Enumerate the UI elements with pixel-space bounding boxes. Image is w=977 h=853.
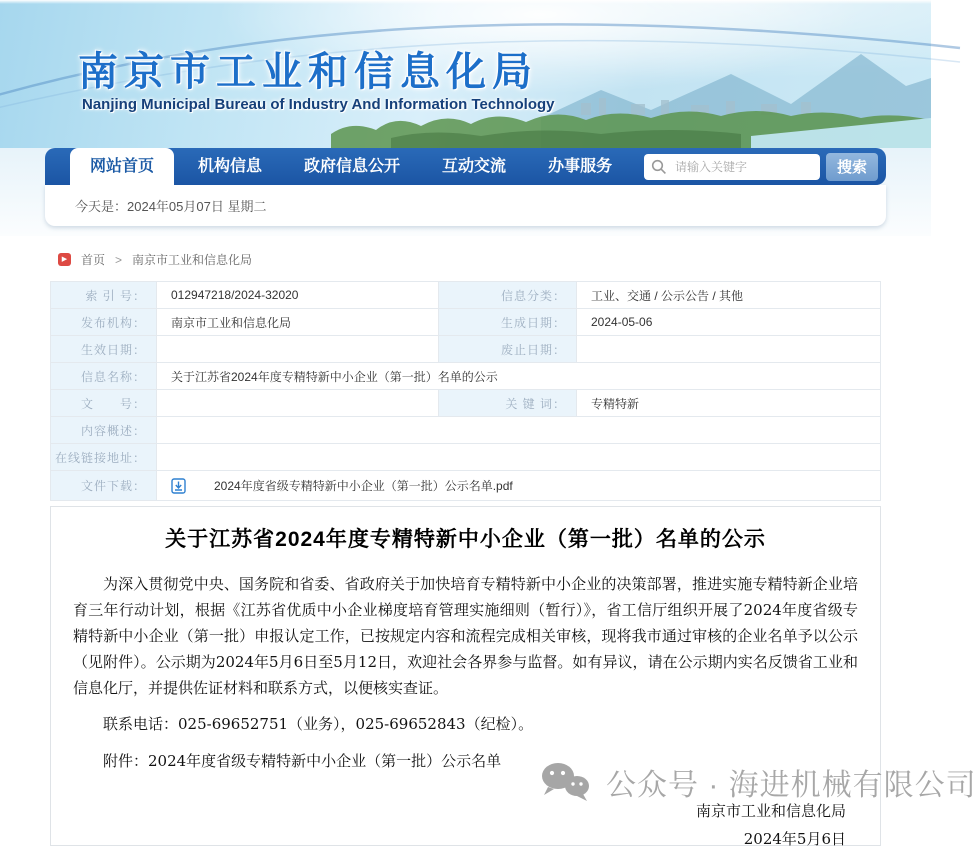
meta-row-effective [51,336,881,363]
doc-number-value [157,390,439,417]
search-area [644,148,886,185]
meta-row-index [51,282,881,309]
info-name-value: 关于江苏省2024年度专精特新中小企业（第一批）名单的公示 [157,363,881,390]
signature-org: 南京市工业和信息化局 [695,802,846,820]
search-button[interactable]: 搜索 [826,153,878,181]
document-meta-table [50,281,881,501]
site-title: 南京市工业和信息化局 [78,50,538,94]
tab-interaction[interactable]: 互动交流 [442,158,507,175]
tab-gov-info-disclosure[interactable]: 政府信息公开 [304,158,401,175]
tab-home[interactable]: 网站首页 [70,148,174,185]
article-paragraph: 为深入贯彻党中央、国务院和省委、省政府关于加快培育专精特新中小企业的决策部署，推进实施专精特新企业培育三年行动计划，根据《江苏省优质中小企业梯度培育管理实施细则（暂行）》，省工信厅组织开展了2024年度省级专精特新中小企业（第一批）申报认定工作，已按规定内容和流程完成相关审核，现将我市通过审核的企业名单予以公示（见附件）。公示期为2024年5月6日至5月12日，欢迎社会各界参与监督。如有异议，请在公示期内实名反馈省工业和信息化厅，并提供佐证材料和联系方式，以便核实查证。 [73,575,858,697]
online-link-value [157,444,881,471]
meta-row-doc-number [51,390,881,417]
site-subtitle-en: Nanjing Municipal Bureau of Industry And Information Technology [82,96,555,113]
keyword-label: 关 键 词： [439,390,577,417]
search-input[interactable] [673,159,807,175]
doc-number-label: 文 号： [51,390,157,417]
site-banner [0,0,931,148]
info-category-value: 工业、交通 / 公示公告 / 其他 [577,282,881,309]
today-date: 今天是：2024年05月07日 星期二 [75,199,267,214]
publisher-value: 南京市工业和信息化局 [157,309,439,336]
abolish-date-label: 废止日期： [439,336,577,363]
tab-services[interactable]: 办事服务 [548,158,613,175]
contact-line: 联系电话：025-69652751（业务），025-69652843（纪检）。 [103,715,534,733]
signature-date: 2024年5月6日 [743,830,846,848]
file-download-label: 文件下载： [51,471,157,501]
keyword-value: 专精特新 [577,390,881,417]
meta-row-publisher [51,309,881,336]
effective-date-value [157,336,439,363]
date-bar [45,185,886,226]
home-icon: ▶ [58,253,71,266]
effective-date-label: 生效日期： [51,336,157,363]
info-name-label: 信息名称： [51,363,157,390]
search-icon [651,159,667,175]
meta-row-summary [51,417,881,444]
signature-block [73,797,858,853]
tab-org-info[interactable]: 机构信息 [198,158,263,175]
online-link-label: 在线链接地址： [51,444,157,471]
attachment-link[interactable]: 附件：2024年度省级专精特新中小企业（第一批）公示名单 [103,752,502,770]
generate-date-value: 2024-05-06 [577,309,881,336]
summary-value [157,417,881,444]
download-icon [171,478,186,494]
article-title: 关于江苏省2024年度专精特新中小企业（第一批）名单的公示 [165,528,766,551]
index-number-value: 012947218/2024-32020 [157,282,439,309]
abolish-date-value [577,336,881,363]
index-number-label: 索 引 号： [51,282,157,309]
breadcrumb-separator: > [115,252,123,267]
search-box [644,154,820,180]
breadcrumb-current: 南京市工业和信息化局 [132,253,253,267]
meta-row-info-name [51,363,881,390]
meta-row-online-link [51,444,881,471]
publisher-label: 发布机构： [51,309,157,336]
watermark-text: 公众号 · 海进机械有限公司 [606,769,977,802]
breadcrumb [58,251,252,268]
main-nav [45,148,886,185]
breadcrumb-home-link[interactable]: 首页 [81,253,106,267]
generate-date-label: 生成日期： [439,309,577,336]
file-download-cell [157,471,881,501]
summary-label: 内容概述： [51,417,157,444]
article-box [50,506,881,846]
info-category-label: 信息分类： [439,282,577,309]
download-pdf-link[interactable]: 2024年度省级专精特新中小企业（第一批）公示名单.pdf [214,479,513,493]
meta-row-download [51,471,881,501]
